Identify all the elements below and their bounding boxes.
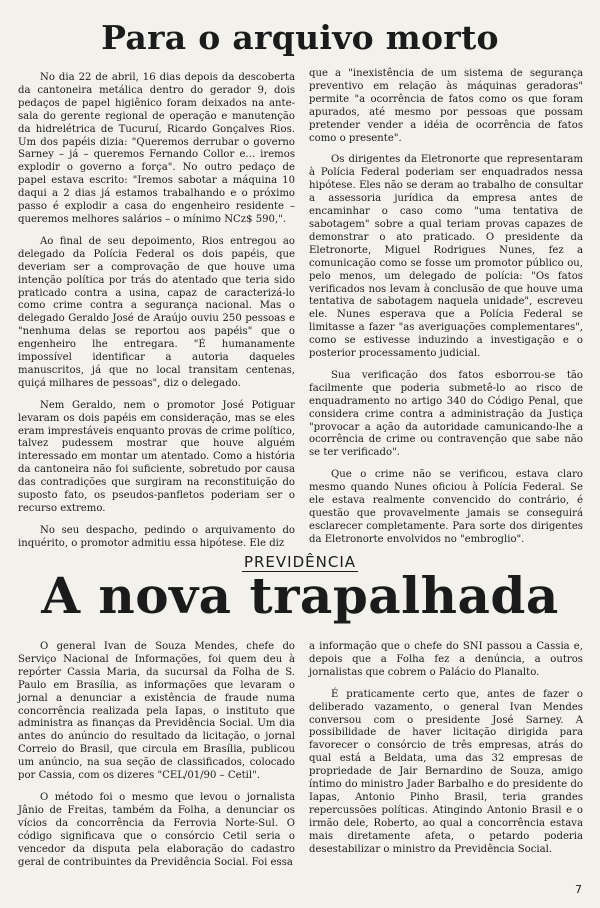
article1-column-left xyxy=(18,72,295,560)
article2-paragraph-1: O general Ivan de Souza Mendes, chefe do Serviço Nacional de Informações, foi quem deu à repórter Cassia Maria, da sucursal da Folha de S. Paulo em Brasília, as informações que levaram o jornal a denunciar a existência de fraude numa concorrência realizada pela Iapas, o instituto que administra as finanças da Previdência Social. Um dia antes do anúncio do resultado da licitação, o jornal Correio do Brasil, que circula em Brasília, publicou um anúncio, na sua seção de classificados, colocado por Cassia, com os dizeres "CEL/01/90 – Cetil". xyxy=(18,641,295,782)
article1-paragraph-5: que a "inexistência de um sistema de segurança preventivo em relação às máquinas geradoras" permite "a ocorrência de fatos como os que foram apurados, até mesmo por pessoas que possam pretender vender a idéia de ocorrência de fatos como o presente". xyxy=(309,68,583,144)
article1-paragraph-6: Os dirigentes da Eletronorte que representaram à Polícia Federal poderiam ser enquadrados nessa hipótese. Eles não se deram ao trabalho de consultar a assessoria jurídica da empresa antes de encaminhar o caso como "uma tentativa de sabotagem" sobre a qual teriam provas capazes de demonstrar o ato praticado. O presidente da Eletronorte, Miguel Rodrigues Nunes, fez a comunicação como se fosse um promotor público ou, pelo menos, um delegado de polícia: "Os fatos verificados nos levam à conclusão de que houve uma tentativa de sabotagem naquela unidade", escreveu ele. Nunes esperava que a Polícia Federal se limitasse a fazer "as averiguações complementares", como se estivesse induzindo a investigação e o posterior processamento judicial. xyxy=(309,154,583,360)
article1-column-right xyxy=(309,68,583,556)
article1-paragraph-2: Ao final de seu depoimento, Rios entregou ao delegado da Polícia Federal os dois papéis, que deveriam ser a comprovação de que houve uma intenção política por trás do atentado que teria sido praticado contra a usina, capaz de caracterizá-lo como crime contra a segurança nacional. Mas o delegado Geraldo José de Araújo ouviu 250 pessoas e "nenhuma delas se reportou aos papéis" que o engenheiro lhe entregara. "É humanamente impossível identificar a autoria daqueles manuscritos, já que no local transitam centenas, quiçá milhares de pessoas", diz o delegado. xyxy=(18,235,295,389)
article2-column-right xyxy=(309,641,583,866)
article2-paragraph-4: É praticamente certo que, antes de fazer o deliberado vazamento, o general Ivan Mendes conversou com o presidente José Sarney. A possibilidade de haver licitação dirigida para favorecer o consórcio de três empresas, atrás do qual está a Beldata, uma das 32 empresas de propriedade de Jair Bernardino de Souza, amigo íntimo do ministro Jader Barbalho e do presidente do Iapas, Antonio Pinho Brasil, teria grandes repercussões políticas. Atingindo Antonio Brasil e o irmão dele, Roberto, ao qual a concorrência estava mais diretamente afeta, o petardo poderia desestabilizar o ministro da Previdência Social. xyxy=(309,688,583,855)
article2-paragraph-2: O método foi o mesmo que levou o jornalista Jânio de Freitas, também da Folha, a denunciar os vícios da concorrência da Ferrovia Norte-Sul. O código significava que o consórcio Cetil seria o vencedor da disputa pela elaboração do cadastro geral de contribuintes da Previdência Social. Foi essa xyxy=(18,791,295,868)
article1-paragraph-7: Sua verificação dos fatos esborrou-se tão facilmente que poderia submetê-lo ao risco de enquadramento no artigo 340 do Código Penal, que considera crime contra a administração da Justiça "provocar a ação da autoridade camunicando-lhe a ocorrência de crime ou contravenção que sabe não se ter verificado". xyxy=(309,369,583,459)
article-title-nova-trapalhada: A nova trapalhada xyxy=(41,566,559,625)
article1-paragraph-4: No seu despacho, pedindo o arquivamento do inquérito, o promotor admitiu essa hipótese. Ele diz xyxy=(18,524,295,549)
article1-paragraph-1: No dia 22 de abril, 16 dias depois da descoberta da cantoneira metálica dentro do gerador 9, dois pedaços de papel higiênico foram deixados na ante-sala do gerente regional de operação e manutenção da hidrelétrica de Tucuruí, Ricardo Gonçalves Rios. Um dos papéis dizia: "Queremos derrubar o governo Sarney – já – queremos Fernando Collor e... iremos explodir o governo a força". No outro pedaço de papel estava escrito: "Iremos sabotar a máquina 10 daqui a 2 dias já estamos trabalhando e o próximo passo é explodir a casa do engenheiro residente – queremos melhores salários – o mínimo NCz$ 590,". xyxy=(18,72,295,225)
section-label-text: PREVIDÊNCIA xyxy=(243,553,357,571)
page-number: 7 xyxy=(575,883,582,896)
article1-paragraph-3: Nem Geraldo, nem o promotor José Potiguar levaram os dois papéis em consideração, mas se eles eram imprestáveis enquanto provas de crime político, talvez pudessem mostrar que houve alguém interessado em montar um atentado. Como a história da cantoneira não foi suficiente, sobretudo por causa das contradições que surgiram na reconstituição do suposto fato, os pseudos-panfletos poderiam ser o recurso extremo. xyxy=(18,399,295,514)
article-title-arquivo-morto: Para o arquivo morto xyxy=(101,18,499,57)
article2-column-left xyxy=(18,641,295,878)
article1-paragraph-8: Que o crime não se verificou, estava claro mesmo quando Nunes oficiou à Polícia Federal. Se ele estava realmente convencido do contrário, é questão que provavelmente jamais se conseguirá esclarecer completamente. Para sorte dos dirigentes da Eletronorte envolvidos no "embroglio". xyxy=(309,469,583,545)
article2-paragraph-3: a informação que o chefe do SNI passou a Cassia e, depois que a Folha fez a denúncia, a outros jornalistas que cobrem o Palácio do Planalto. xyxy=(309,641,583,678)
